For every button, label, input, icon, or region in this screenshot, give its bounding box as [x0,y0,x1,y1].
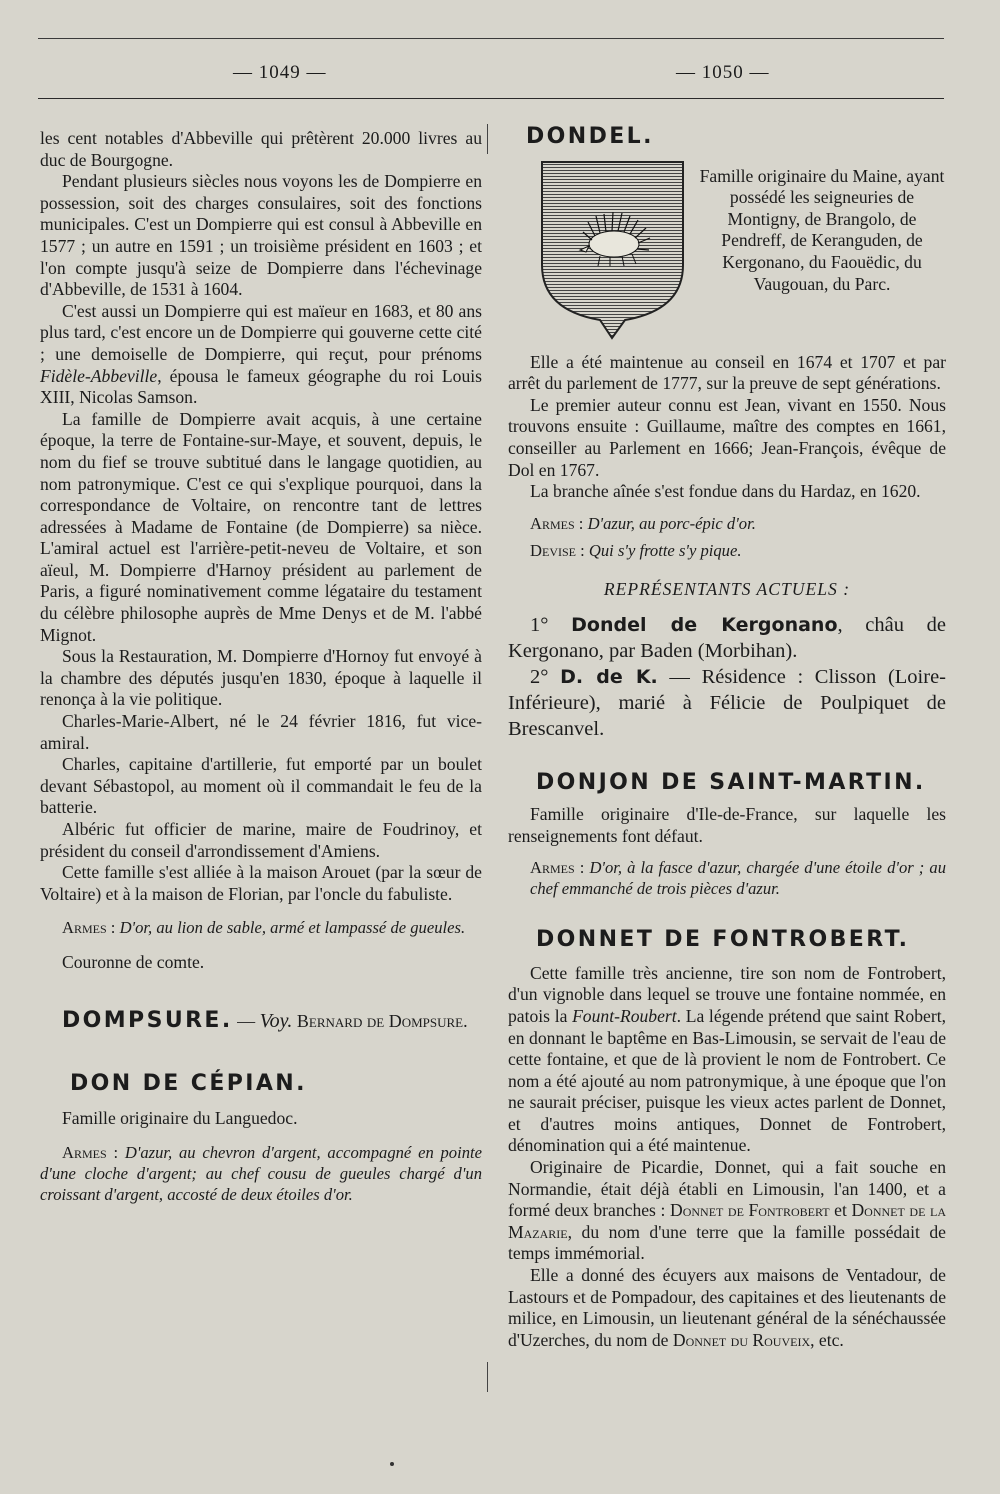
italic-text: Fidèle-Abbeville [40,365,158,386]
number: 1° [530,614,549,637]
representative-2 [508,664,946,742]
arms-line [40,917,482,938]
right-column [508,126,946,1351]
heading-donnet-de-fontrobert: DONNET DE FONTROBERT. [536,927,910,953]
header-rule [38,98,944,99]
arms-label: Armes : [62,918,116,938]
arms-text: D'azur, au chevron d'argent, accompagné en pointe d'une cloche d'argent; au chef cousu de gueules chargé d'un croissant d'argent, accosté de deux étoiles d'or. [40,1142,482,1204]
heading-don-de-cepian: DON DE CÉPIAN. [70,1070,307,1096]
representatives-title: REPRÉSENTANTS ACTUELS : [603,578,851,599]
arms-label: Armes : [62,1142,119,1162]
paragraph: Sous la Restauration, M. Dompierre d'Hornoy fut envoyé à la chambre des députés jusqu'en 1830, époque à laquelle il renonça à la vie politique. [40,646,482,710]
paragraph: Charles-Marie-Albert, né le 24 février 1816, fut vice-amiral. [40,711,482,753]
text: , châu de Kergonano, par Baden (Morbihan). [508,614,947,663]
representative-name: Dondel de Kergonano [571,614,838,637]
left-page-number: — 1049 — [233,62,327,83]
paragraph: Pendant plusieurs siècles nous voyons les de Dompierre en possession, soit des charges consulaires, soit des fonctions municipales. C'est un Dompierre qui est consul à Abbeville en 1577 ; un autre en 1591 ; un troisième président en 1603 ; et l'on compte jusqu'à seize de Dompierre dans l'échevinage d'Abbeville, de 1531 à 1604. [40,171,482,300]
arms-line [40,1142,482,1205]
paragraph: La famille de Dompierre avait acquis, à une certaine époque, la terre de Fontaine-sur-Maye, et souvent, depuis, le nom du fief se trouve subtitué dans le langage quotidien, au nom patronymique. C'est ce qui s'explique pourquoi, dans la correspondance de Voltaire, on rencontre tant de lettres adressées à Madame de Fontaine (de Dompierre) sa nièce. L'amiral actuel est l'arrière-petit-neveu de Voltaire, et son aïeul, M. Dompierre d'Harnoy président au parlement de Paris, a figuré nominativement comme légataire du testament du célèbre philosophe auprès de Mme Denys et de M. l'abbé Mignot. [40,408,482,645]
top-rule [38,38,944,39]
paragraph: les cent notables d'Abbeville qui prêtèrent 20.000 livres au duc de Bourgogne. [40,128,482,170]
paragraph [508,1265,946,1351]
paragraph: Charles, capitaine d'artillerie, fut emporté par un boulet devant Sébastopol, au moment où il commandait le feu de la batterie. [40,754,482,818]
paragraph [40,301,482,409]
text: , du nom d'une terre que la famille possédait de temps immémorial. [508,1221,946,1264]
representative-1 [508,612,946,664]
arms-text: D'azur, au porc-épic d'or. [587,513,756,533]
column-divider [487,124,488,154]
arms-text: D'or, au lion de sable, armé et lampassé de gueules. [119,918,466,938]
paragraph: Elle a été maintenue au conseil en 1674 et 1707 et par arrêt du parlement de 1777, sur la preuve de sept générations. [508,351,946,394]
column-divider-bottom [487,1362,488,1392]
text: C'est aussi un Dompierre qui est maïeur en 1683, et 80 ans plus tard, c'est encore un de Dompierre qui gouverne cette cité ; une demoiselle de Dompierre, qui reçut, pour prénoms [40,300,482,364]
paragraph: Albéric fut officier de marine, maire de Foudrinoy, et président du conseil d'arrondissement d'Amiens. [40,819,482,861]
family-name: Donnet du Rouveix [672,1329,811,1350]
text: et [829,1200,852,1221]
text: . La légende prétend que saint Robert, en donnant le baptême en Bas-Limousin, se servait de l'eau de cette fontaine, et que de là provient le nom de Fontrobert. Ce nom a été ajouté au nom patronymique, à une époque que l'on ne saurait préciser, puisque les vieux actes parlent de Donnet, et d'autres moins antiques, Donnet de Fontrobert, dénomination qui a été maintenue. [508,1005,946,1156]
arms-label: Armes : [530,858,585,878]
heading-dompsure: DOMPSURE. [62,1007,233,1033]
paragraph: Famille originaire du Maine, ayant possédé les seigneuries de Montigny, de Brangolo, de Pendreff, de Keranguden, de Kergonano, du Faouëdic, du Vaugouan, du Parc. [699,165,945,294]
paragraph: Le premier auteur connu est Jean, vivant en 1550. Nous trouvons ensuite : Guillaume, maître des comptes en 1661, conseiller au Parlement en 1666; Jean-François, évêque de Dol en 1767. [508,394,946,480]
dompsure-entry [40,1007,482,1033]
devise-text: Qui s'y frotte s'y pique. [588,540,742,560]
heading-dondel: DONDEL. [526,124,654,149]
text: , etc. [810,1329,844,1350]
cross-reference: Bernard de Dompsure. [292,1010,468,1031]
text: Elle a donné des écuyers aux maisons de Ventadour, de Lastours et de Pompadour, des capitaines et des lieutenants de milice, en Limousin, un lieutenant général de la sénéchaussée d'Uzerches, du nom de [508,1265,946,1350]
arms-text: D'or, à la fasce d'azur, chargée d'une étoile d'or ; au chef emmanché de trois pièces d'azur. [530,858,946,899]
paragraph: Cette famille s'est alliée à la maison Arouet (par la sœur de Voltaire) et à la maison de Florian, par l'oncle du fabuliste. [40,862,482,904]
arms-label: Armes : [530,513,584,533]
paragraph: Famille originaire d'Ile-de-France, sur laquelle les renseignements font défaut. [508,803,946,846]
paragraph [508,963,946,1157]
italic-text: Fount-Roubert [572,1005,677,1026]
devise-line [508,540,946,561]
branch-name: Donnet de la Mazarie [508,1200,946,1242]
text: , épousa le fameux géographe du roi Louis XIII, Nicolas Samson. [40,365,482,408]
voy-text: Voy. [259,1009,293,1032]
heading-donjon-de-saint-martin: DONJON DE SAINT-MARTIN. [536,770,926,796]
arms-line [508,857,946,899]
paragraph: Famille originaire du Languedoc. [62,1108,298,1129]
arms-line [508,513,946,534]
number: 2° [530,666,549,689]
crown-note: Couronne de comte. [62,952,205,973]
devise-label: Devise : [530,540,585,560]
left-column [40,128,482,1205]
paragraph [508,1157,946,1265]
right-page-number: — 1050 — [676,62,770,83]
dondel-intro-wrap [508,166,946,346]
dash: — [232,1010,260,1031]
representative-name: D. de K. [560,666,658,689]
branch-name: Donnet de Fontrobert [669,1200,830,1221]
text: Originaire de Picardie, Donnet, qui a fait souche en Normandie, était déjà établi en Limousin, l'an 1400, et a formé deux branches : [508,1157,946,1221]
text: — Résidence : Clisson (Loire-Inférieure), marié à Félicie de Poulpiquet de Brescanvel. [508,666,946,741]
paragraph: La branche aînée s'est fondue dans du Hardaz, en 1620. [530,481,921,502]
text: Cette famille très ancienne, tire son nom de Fontrobert, d'un vignoble dans lequel se trouve une fontaine nommée, en patois la [508,962,946,1026]
page-mark [390,1462,394,1466]
